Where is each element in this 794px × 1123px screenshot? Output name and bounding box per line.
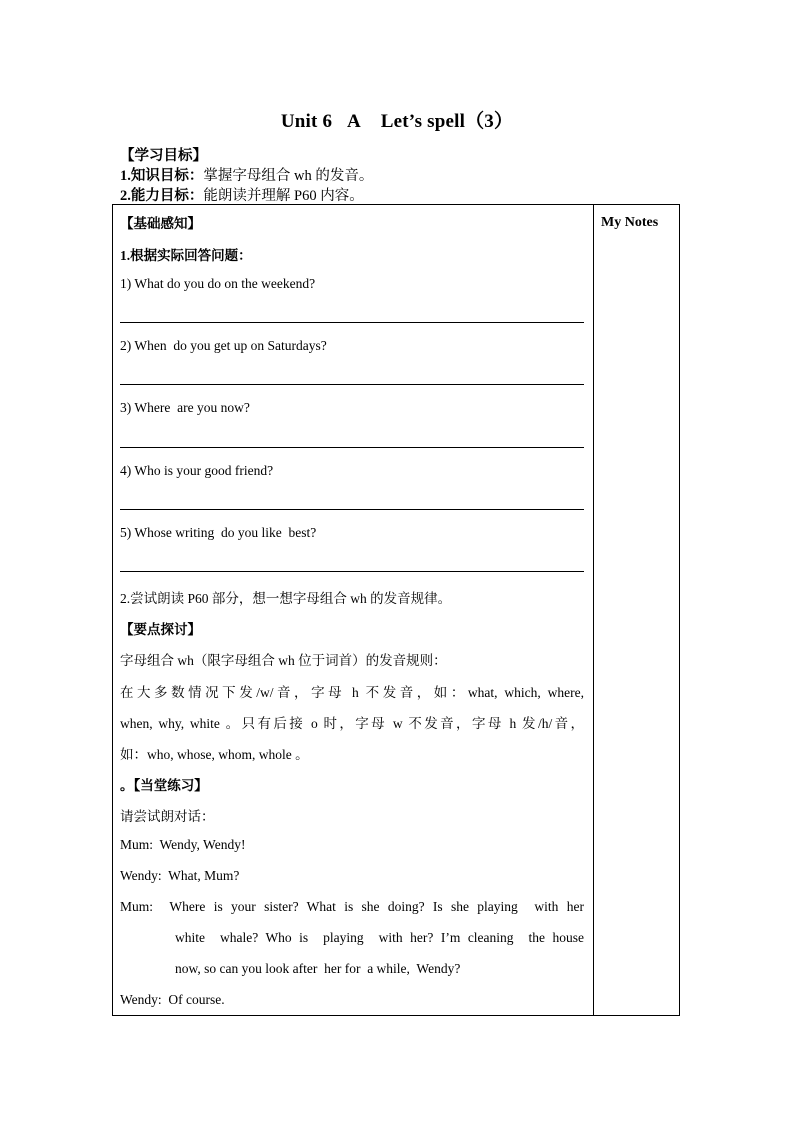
objective-knowledge-label: 1.知识目标：	[120, 168, 204, 184]
question-5: 5) Whose writing do you like best?	[120, 525, 317, 540]
answer-line-2[interactable]	[120, 384, 584, 385]
questions-heading: 1.根据实际回答问题：	[120, 248, 252, 263]
objective-ability	[120, 186, 373, 206]
reading-task: 2.尝试朗读 P60 部分，想一想字母组合 wh 的发音规律。	[120, 591, 452, 606]
page-title: Unit 6 A Let’s spell（3）	[280, 111, 514, 132]
objective-knowledge-text: 掌握字母组合 wh 的发音。	[203, 168, 374, 184]
objective-knowledge	[120, 166, 373, 186]
rule-line-1: 在大多数情况下发/w/音，字母 h 不发音，如：what, which, where,	[120, 685, 584, 700]
objectives-heading: 【学习目标】	[120, 148, 207, 164]
question-3: 3) Where are you now?	[120, 400, 250, 415]
question-1: 1) What do you do on the weekend?	[120, 276, 316, 291]
column-divider	[593, 205, 594, 1015]
question-2: 2) When do you get up on Saturdays?	[120, 338, 327, 353]
dialogue-line-3: Mum: Where is your sister? What is she doing? Is she playing with her	[120, 899, 584, 914]
learning-objectives	[120, 146, 373, 206]
objective-ability-label: 2.能力目标：	[120, 188, 204, 204]
answer-line-1[interactable]	[120, 322, 584, 323]
answer-line-5[interactable]	[120, 571, 584, 572]
objective-ability-text: 能朗读并理解 P60 内容。	[203, 188, 364, 204]
dialogue-line-3-cont-2: now, so can you look after her for a while, Wendy?	[175, 961, 461, 976]
dialogue-line-1: Mum: Wendy, Wendy!	[120, 837, 246, 852]
dialogue-line-4: Wendy: Of course.	[120, 992, 225, 1007]
dialogue-line-3-cont-1: white whale? Who is playing with her? I’m cleaning the house	[175, 930, 584, 945]
practice-instruction: 请尝试朗对话：	[120, 809, 215, 824]
worksheet-table	[112, 204, 680, 1016]
question-4: 4) Who is your good friend?	[120, 463, 274, 478]
answer-line-3[interactable]	[120, 447, 584, 448]
my-notes-heading: My Notes	[601, 215, 659, 230]
answer-line-4[interactable]	[120, 509, 584, 510]
rule-line-2: when, why, white 。只有后接 o 时，字母 w 不发音，字母 h 发/h/音，	[120, 716, 584, 731]
section-practice-heading: 。【当堂练习】	[120, 778, 208, 793]
section-key-points-heading: 【要点探讨】	[120, 622, 201, 637]
rule-intro: 字母组合 wh（限字母组合 wh 位于词首）的发音规则：	[120, 653, 447, 668]
dialogue-line-2: Wendy: What, Mum?	[120, 868, 240, 883]
section-basic-heading: 【基础感知】	[120, 216, 201, 231]
rule-line-3: 如：who, whose, whom, whole 。	[120, 747, 309, 762]
